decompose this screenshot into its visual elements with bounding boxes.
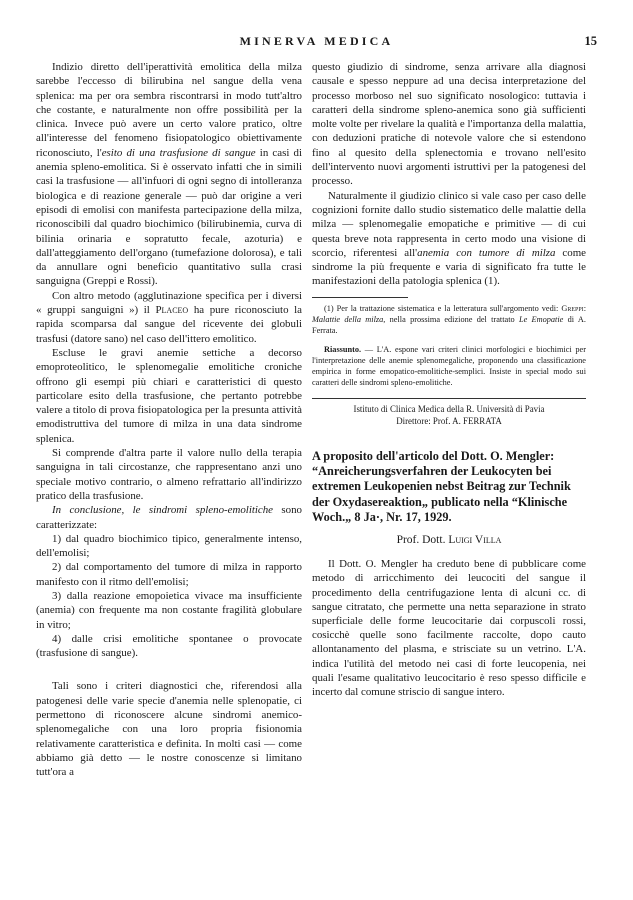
paragraph-text: Indizio diretto dell'iperattività emolitica della milza sarebbe l'eccesso di bilirubina nel sangue della vena splenica: ma per ora sembra riscontrarsi in modo tutt'altro che costante, e naturalmente non offre possibilità per la clinica. Invece può avere un certo valore pratico, oltre all'interesse del fenomeno fisiopatologico obiettivamente riconosciuto, l' xyxy=(36,61,302,159)
list-item: 4) dalle crisi emolitiche spontanee o provocate (trasfusione di sangue). xyxy=(36,632,302,660)
footnote-text: , nella prossima edizione del trattato xyxy=(383,314,519,324)
article-title: A proposito dell'articolo del Dott. O. Mengler: “Anreicherungsverfahren der Leukocyten bei extremen Leukopenien nebst Beitrag zur Technik der Oxydasereaktion„ publicato nella “Klinische Woch.„ 8 Ja·, Nr. 17, 1929. xyxy=(312,448,571,524)
director-line: Direttore: Prof. A. FERRATA xyxy=(396,415,502,426)
author-name: Greppi xyxy=(561,303,584,313)
summary-label: Riassunto. xyxy=(324,345,362,355)
author-name: Placeo xyxy=(155,304,189,317)
paragraph: Tali sono i criteri diagnostici che, riferendosi alla patogenesi delle varie specie d'anemia nelle splenopatie, ci permettono di riconoscere alcune sindromi anemico-splenomegaliche con una loro propria fisionomia relativamente caratteristica e definita. In molti casi — come abbiamo già detto — le nostre conoscenze si limitano tutt'ora a xyxy=(36,680,302,779)
right-column xyxy=(312,60,586,699)
footnote-divider xyxy=(312,297,408,298)
summary xyxy=(312,345,586,389)
list-item: 1) dal quadro biochimico tipico, generalmente intenso, dell'emolisi; xyxy=(36,532,302,560)
paragraph-text: come sindrome la più frequente e varia di significato fra tutte le manifestazioni della patologia splenica (1). xyxy=(312,246,587,288)
italic-phrase: In conclusione, le sindromi spleno-emolitiche xyxy=(52,504,274,517)
author-name: Luigi Villa xyxy=(448,533,502,546)
paragraph xyxy=(312,189,586,289)
italic-phrase: esito di una trasfusione di sangue xyxy=(101,146,256,159)
paragraph-text: in casi di anemia spleno-emolitica. Si è osservato infatti che in simili casi la trasfusione — all'infuori di ogni segno di intolleranza biologica e di reazione generale — può dar origine a veri episodi di emolisi con manifesta partecipazione della milza, riconoscibili dal quadro biochimico (bilirubinemia, curva di bilinia orinaria e sopratutto fecale, azoturia) e dall'atteggiamento dell'organo (tumefazione dolorosa), e tali da annullare ogni beneficio quantitativo sulla crasi sanguigna (Greppi e Rossi). xyxy=(36,146,302,288)
paragraph: questo giudizio di sindrome, senza arrivare alla diagnosi causale e spesso neppure ad una decisa interpretazione del processo morboso nel suo significato nosologico: tuttavia i caratteri della sindrome spleno-anemica sono già sufficienti molte volte per rivelare la qualità e l'importanza della malattia, con deduzioni pratiche di notevole valore che si estendono fino al quesito della splenectomia e trovano nell'esito dell'intervento nuovi argomenti istruttivi per la patogenesi del processo. xyxy=(312,61,586,188)
summary-text: — L'A. espone vari criteri clinici morfologici e biochimici per l'interpretazione delle anemie splenomegaliche, proponendo una classificazione empirica in forme emopatico-emolitiche-semplici. Insiste in special modo sui caratteri delle sindromi spleno-emolitiche. xyxy=(312,345,586,388)
paragraph xyxy=(36,60,302,289)
paragraph: Escluse le gravi anemie settiche a decorso emoproteolitico, le splenomegalie emolitiche croniche offrono gli esempi più chiari e caratteristici di questo particolare esito della trasfusione, che pertanto potrebbe valere a titolo di prova fisiopatologica per la presunta attività emodistruttiva del tumore di milza in una data sindrome splenica. xyxy=(36,346,302,445)
article-body xyxy=(312,557,586,699)
author-prefix: Prof. Dott. xyxy=(396,533,449,546)
article-author xyxy=(312,533,586,547)
footnote-text: : xyxy=(583,303,586,313)
footnote xyxy=(312,304,586,337)
list-item: 2) dal comportamento del tumore di milza in rapporto manifesto con il ritmo dell'emolisi; xyxy=(36,561,302,588)
paragraph-text: Naturalmente il giudizio clinico si vale caso per caso delle cognizioni fornite dallo studio sistematico delle malattie della milza — splenomegalie emopatiche e primitive — di cui questa breve nota rappresenta in certo modo una visione di scorcio, riferentesi all' xyxy=(312,189,586,259)
paragraph xyxy=(36,289,302,346)
paragraph-text: Con altro metodo (agglutinazione specifica per i diversi « gruppi sanguigni ») il xyxy=(36,289,302,317)
paragraph-text: ha pure riconosciuto la rapida scomparsa dal sangue del ricevente dei globuli trasfusi (datore sano) nel caso dell'ittero emolitico. xyxy=(36,304,303,345)
paragraph-text: sono caratterizzate: xyxy=(36,504,303,531)
paragraph: Il Dott. O. Mengler ha creduto bene di pubblicare come metodo di arricchimento dei leucociti del sangue il procedimento della centrifugazione lenta di alcuni cc. di sangue citratato, che permette una netta separazione in strato superficiale delle forme leucocitarie dai corpuscoli rossi, cosicchè quelle sono facilmente raccolte, dopo cauto allontanamento del plasma, e strisciate su un vetrino. L'A. indica l'utilità del metodo nei casi di forte leucopenia, nei quali l'esame qualitativo leucocitario è reso spesso difficile e incerto dal comune striscio di sangue intero. xyxy=(312,558,586,699)
left-column xyxy=(36,60,302,780)
paragraph xyxy=(36,503,302,532)
italic-phrase: anemia con tumore di milza xyxy=(417,246,556,259)
list-item: 3) dalla reazione emopoietica vivace ma insufficiente (anemia) con frequente ma non costante fragilità globulare in vitro; xyxy=(36,589,302,631)
paragraph: Si comprende d'altra parte il valore nullo della terapia sanguigna in tali circostanze, che rappresentano anzi uno speciale motivo contrario, o almeno refrattario all'indirizzo pratico della trasfusione. xyxy=(36,447,302,502)
footnote-text: di A. Ferrata. xyxy=(312,314,586,335)
footnote-text: (1) Per la trattazione sistematica e la letteratura sull'argomento vedi: xyxy=(324,303,562,313)
journal-title: MINERVA MEDICA xyxy=(239,34,394,48)
institute-line: Istituto di Clinica Medica della R. Università di Pavia xyxy=(353,404,545,415)
page-number: 15 xyxy=(584,34,597,48)
section-divider xyxy=(312,398,586,399)
italic-phrase: Malattie della milza xyxy=(312,314,384,324)
italic-phrase: Le Emopatie xyxy=(518,314,564,324)
